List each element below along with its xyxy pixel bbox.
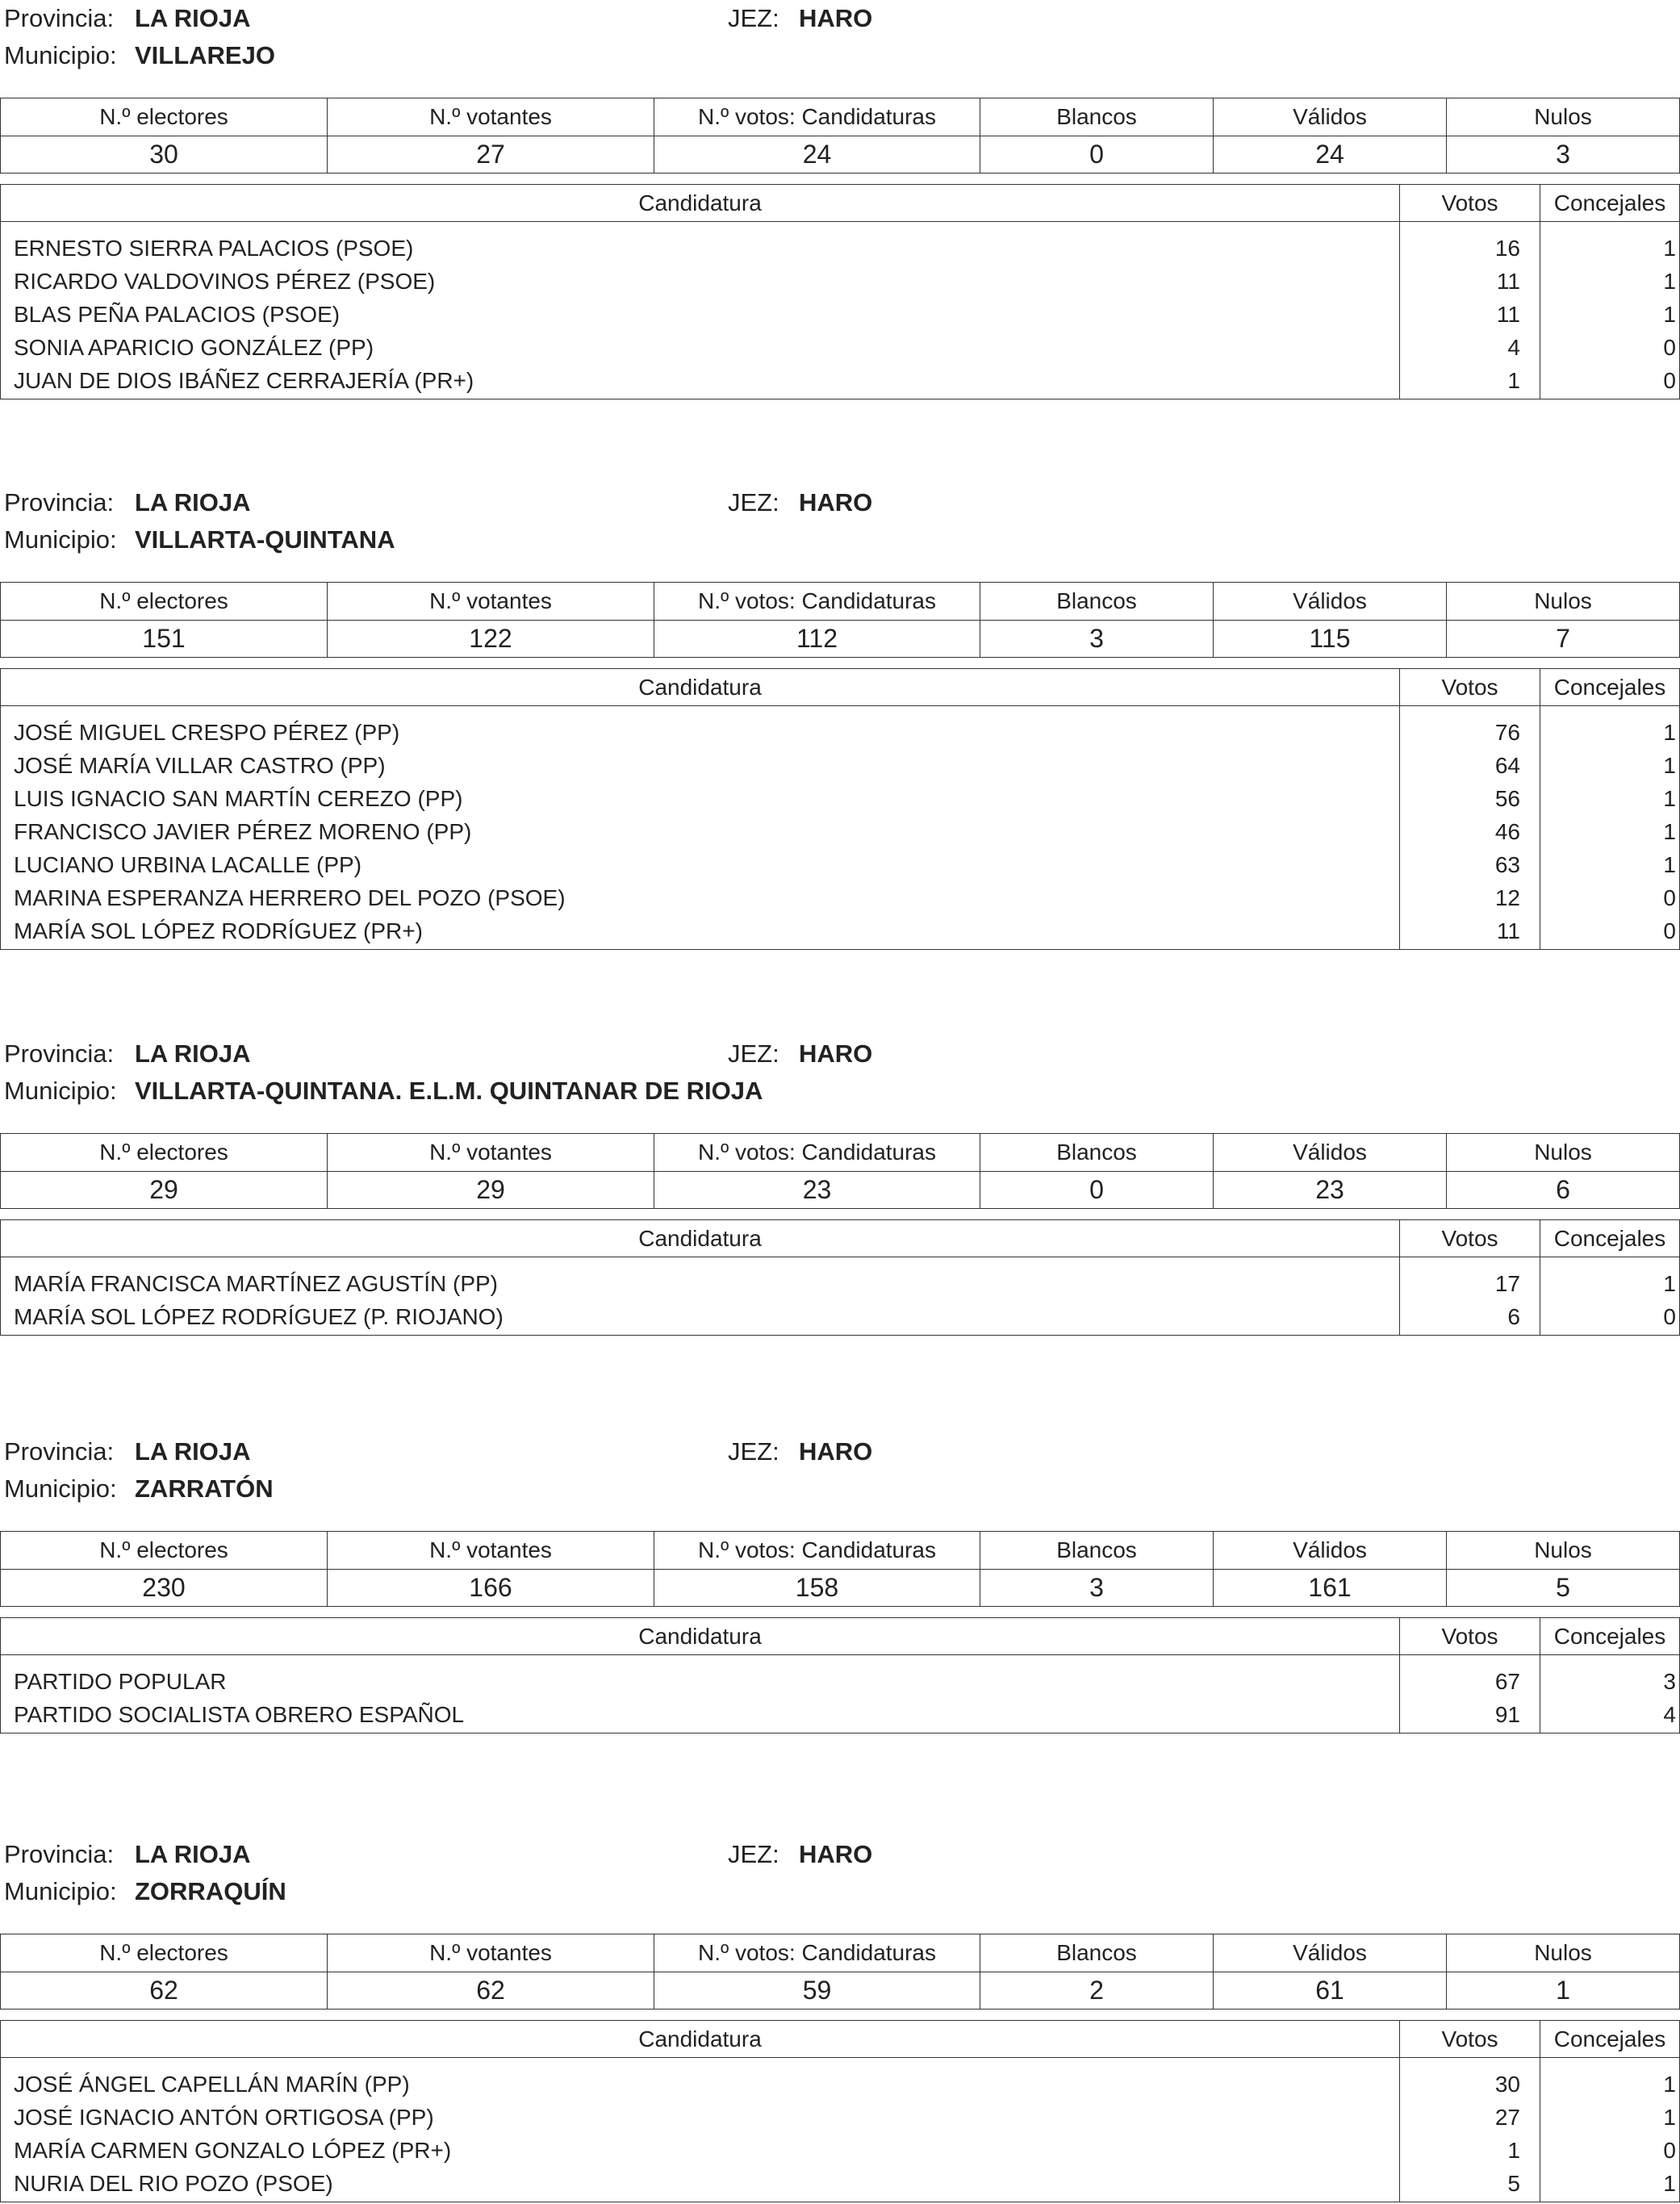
candidate-votos: 56 [1400,782,1540,815]
summary-value-cell: 161 [1214,1569,1447,1607]
table-row [1,782,1680,815]
summary-header-cell: N.º electores [1,1532,328,1570]
municipio-label: Municipio: [4,525,117,554]
provincia-row [0,484,1680,521]
jez-value: HARO [799,1039,873,1068]
table-row [1,1257,1680,1301]
summary-header-row [1,1934,1680,1972]
candidate-concejales: 0 [1540,2134,1680,2167]
jez-label: JEZ: [728,1437,779,1466]
provincia-value: LA RIOJA [135,488,251,516]
summary-header-cell: N.º votantes [328,1532,654,1570]
summary-header-cell: Nulos [1447,583,1680,621]
summary-value-cell: 27 [328,136,654,174]
candidate-votos: 16 [1400,222,1540,266]
summary-header-cell: Válidos [1214,98,1447,136]
table-row [1,1300,1680,1336]
table-row [1,706,1680,750]
candidate-name: LUIS IGNACIO SAN MARTÍN CEREZO (PP) [1,782,1400,815]
candidate-votos: 17 [1400,1257,1540,1301]
municipio-row [0,1873,1680,1910]
candidate-votos: 67 [1400,1655,1540,1699]
summary-header-cell: Blancos [980,98,1214,136]
candidate-votos: 1 [1400,2134,1540,2167]
provincia-label: Provincia: [4,1840,115,1868]
summary-header-cell: N.º electores [1,98,328,136]
summary-header-cell: Nulos [1447,98,1680,136]
candidate-concejales: 1 [1540,298,1680,331]
summary-header-row [1,98,1680,136]
candidates-table [0,1617,1680,1734]
candidate-name: LUCIANO URBINA LACALLE (PP) [1,848,1400,881]
jez-label: JEZ: [728,1840,779,1868]
provincia-label: Provincia: [4,1437,115,1466]
provincia-value: LA RIOJA [135,4,251,32]
summary-value-cell: 0 [980,136,1214,174]
candidate-concejales: 0 [1540,1300,1680,1336]
jez-label: JEZ: [728,1039,779,1068]
candidates-header-cell: Votos [1400,2021,1540,2058]
table-row [1,265,1680,298]
candidate-name: MARINA ESPERANZA HERRERO DEL POZO (PSOE) [1,881,1400,914]
candidate-concejales: 1 [1540,706,1680,750]
summary-value-cell: 230 [1,1569,328,1607]
candidate-concejales: 0 [1540,331,1680,364]
summary-value-cell: 2 [980,1972,1214,2010]
summary-value-cell: 158 [654,1569,980,1607]
summary-value-row [1,1569,1680,1607]
municipio-row [0,1073,1680,1110]
candidate-concejales: 1 [1540,815,1680,848]
candidates-header-cell: Concejales [1540,185,1680,222]
candidates-header-cell: Concejales [1540,1220,1680,1257]
jez-value: HARO [799,1437,873,1466]
table-row [1,749,1680,782]
summary-header-cell: N.º votos: Candidaturas [654,1134,980,1172]
candidate-concejales: 1 [1540,848,1680,881]
summary-header-cell: N.º votantes [328,1134,654,1172]
summary-header-cell: N.º votos: Candidaturas [654,98,980,136]
municipio-label: Municipio: [4,41,117,69]
candidates-header-cell: Concejales [1540,669,1680,706]
candidates-header-cell: Concejales [1540,2021,1680,2058]
municipio-row [0,1470,1680,1508]
candidates-header-cell: Candidatura [1,185,1400,222]
candidate-votos: 46 [1400,815,1540,848]
candidates-header-row [1,2021,1680,2058]
summary-value-cell: 59 [654,1972,980,2010]
summary-table [0,582,1680,658]
candidate-votos: 1 [1400,364,1540,399]
summary-header-cell: N.º electores [1,1134,328,1172]
candidates-header-cell: Concejales [1540,1618,1680,1655]
candidate-votos: 64 [1400,749,1540,782]
candidate-name: MARÍA FRANCISCA MARTÍNEZ AGUSTÍN (PP) [1,1257,1400,1301]
summary-header-cell: N.º votos: Candidaturas [654,1532,980,1570]
candidate-votos: 11 [1400,265,1540,298]
candidate-votos: 76 [1400,706,1540,750]
summary-table [0,1934,1680,2010]
summary-value-cell: 24 [654,136,980,174]
provincia-row [0,0,1680,37]
candidate-votos: 91 [1400,1698,1540,1734]
candidate-votos: 27 [1400,2101,1540,2134]
candidate-concejales: 1 [1540,782,1680,815]
candidates-table [0,2020,1680,2202]
summary-header-cell: N.º votantes [328,98,654,136]
candidate-votos: 63 [1400,848,1540,881]
summary-header-cell: N.º votos: Candidaturas [654,583,980,621]
summary-value-cell: 29 [1,1171,328,1209]
summary-value-cell: 166 [328,1569,654,1607]
candidate-concejales: 0 [1540,364,1680,399]
provincia-value: LA RIOJA [135,1840,251,1868]
candidates-header-cell: Candidatura [1,1220,1400,1257]
summary-header-cell: Válidos [1214,1934,1447,1972]
candidates-header-cell: Votos [1400,185,1540,222]
table-row [1,2058,1680,2102]
candidate-votos: 30 [1400,2058,1540,2102]
table-row [1,1655,1680,1699]
municipio-label: Municipio: [4,1474,117,1503]
candidate-name: JUAN DE DIOS IBÁÑEZ CERRAJERÍA (PR+) [1,364,1400,399]
summary-value-row [1,620,1680,658]
summary-value-cell: 6 [1447,1171,1680,1209]
jez-label: JEZ: [728,4,779,32]
candidate-votos: 5 [1400,2167,1540,2202]
candidates-header-cell: Votos [1400,669,1540,706]
summary-header-cell: Válidos [1214,1134,1447,1172]
provincia-label: Provincia: [4,488,115,516]
candidates-table [0,1219,1680,1336]
table-row [1,914,1680,950]
candidate-name: JOSÉ IGNACIO ANTÓN ORTIGOSA (PP) [1,2101,1400,2134]
table-row [1,881,1680,914]
summary-value-cell: 115 [1214,620,1447,658]
candidate-name: PARTIDO SOCIALISTA OBRERO ESPAÑOL [1,1698,1400,1734]
candidates-header-cell: Candidatura [1,669,1400,706]
summary-value-cell: 5 [1447,1569,1680,1607]
summary-value-cell: 7 [1447,620,1680,658]
municipio-label: Municipio: [4,1077,117,1105]
candidate-name: SONIA APARICIO GONZÁLEZ (PP) [1,331,1400,364]
municipio-value: VILLARTA-QUINTANA. E.L.M. QUINTANAR DE RIOJA [135,1077,763,1105]
table-row [1,222,1680,266]
table-row [1,2134,1680,2167]
summary-value-row [1,136,1680,174]
candidates-header-row [1,1618,1680,1655]
candidate-concejales: 1 [1540,265,1680,298]
summary-header-cell: Válidos [1214,1532,1447,1570]
summary-value-cell: 23 [1214,1171,1447,1209]
summary-header-cell: N.º votantes [328,1934,654,1972]
candidate-name: NURIA DEL RIO POZO (PSOE) [1,2167,1400,2202]
jez-value: HARO [799,1840,873,1868]
candidate-name: ERNESTO SIERRA PALACIOS (PSOE) [1,222,1400,266]
summary-header-cell: Blancos [980,1532,1214,1570]
provincia-value: LA RIOJA [135,1437,251,1466]
summary-value-cell: 0 [980,1171,1214,1209]
candidate-name: RICARDO VALDOVINOS PÉREZ (PSOE) [1,265,1400,298]
candidate-concejales: 0 [1540,881,1680,914]
candidate-name: FRANCISCO JAVIER PÉREZ MORENO (PP) [1,815,1400,848]
table-row [1,364,1680,399]
candidate-votos: 4 [1400,331,1540,364]
candidate-name: JOSÉ MIGUEL CRESPO PÉREZ (PP) [1,706,1400,750]
summary-value-cell: 61 [1214,1972,1447,2010]
candidate-concejales: 1 [1540,222,1680,266]
summary-value-cell: 23 [654,1171,980,1209]
summary-table [0,1133,1680,1209]
summary-value-cell: 24 [1214,136,1447,174]
summary-header-cell: N.º votantes [328,583,654,621]
summary-header-cell: N.º electores [1,583,328,621]
summary-value-cell: 62 [328,1972,654,2010]
table-row [1,331,1680,364]
candidate-name: MARÍA CARMEN GONZALO LÓPEZ (PR+) [1,2134,1400,2167]
candidates-header-row [1,1220,1680,1257]
municipio-label: Municipio: [4,1877,117,1905]
summary-value-cell: 29 [328,1171,654,1209]
candidates-header-row [1,185,1680,222]
table-row [1,298,1680,331]
candidate-votos: 11 [1400,298,1540,331]
provincia-value: LA RIOJA [135,1039,251,1068]
candidate-concejales: 1 [1540,2101,1680,2134]
summary-table [0,1531,1680,1607]
summary-header-cell: Blancos [980,1934,1214,1972]
summary-header-cell: N.º electores [1,1934,328,1972]
table-row [1,2101,1680,2134]
candidate-concejales: 0 [1540,914,1680,950]
candidate-name: PARTIDO POPULAR [1,1655,1400,1699]
candidate-votos: 11 [1400,914,1540,950]
candidate-concejales: 1 [1540,1257,1680,1301]
table-row [1,815,1680,848]
summary-value-cell: 112 [654,620,980,658]
candidate-votos: 12 [1400,881,1540,914]
candidate-name: JOSÉ ÁNGEL CAPELLÁN MARÍN (PP) [1,2058,1400,2102]
summary-header-cell: N.º votos: Candidaturas [654,1934,980,1972]
candidates-table [0,668,1680,950]
provincia-row [0,1433,1680,1470]
provincia-row [0,1035,1680,1073]
candidates-header-row [1,669,1680,706]
candidate-name: JOSÉ MARÍA VILLAR CASTRO (PP) [1,749,1400,782]
candidate-concejales: 1 [1540,2167,1680,2202]
municipio-row [0,37,1680,74]
candidate-name: BLAS PEÑA PALACIOS (PSOE) [1,298,1400,331]
summary-header-cell: Blancos [980,583,1214,621]
provincia-row [0,1836,1680,1873]
candidate-votos: 6 [1400,1300,1540,1336]
summary-value-cell: 30 [1,136,328,174]
summary-value-cell: 3 [1447,136,1680,174]
candidates-table [0,184,1680,399]
summary-header-row [1,583,1680,621]
summary-header-cell: Blancos [980,1134,1214,1172]
candidate-concejales: 3 [1540,1655,1680,1699]
table-row [1,1698,1680,1734]
summary-header-row [1,1134,1680,1172]
table-row [1,2167,1680,2202]
summary-value-cell: 3 [980,1569,1214,1607]
jez-label: JEZ: [728,488,779,516]
candidate-name: MARÍA SOL LÓPEZ RODRÍGUEZ (PR+) [1,914,1400,950]
summary-header-cell: Nulos [1447,1934,1680,1972]
candidates-header-cell: Candidatura [1,1618,1400,1655]
table-row [1,848,1680,881]
summary-value-cell: 1 [1447,1972,1680,2010]
summary-value-cell: 3 [980,620,1214,658]
summary-value-cell: 62 [1,1972,328,2010]
jez-value: HARO [799,488,873,516]
summary-value-row [1,1972,1680,2010]
summary-header-cell: Válidos [1214,583,1447,621]
municipio-value: ZARRATÓN [135,1474,274,1503]
candidates-header-cell: Votos [1400,1220,1540,1257]
provincia-label: Provincia: [4,1039,115,1068]
municipio-value: VILLARTA-QUINTANA [135,525,395,554]
candidates-header-cell: Votos [1400,1618,1540,1655]
summary-value-cell: 151 [1,620,328,658]
summary-value-row [1,1171,1680,1209]
candidate-concejales: 1 [1540,2058,1680,2102]
candidates-header-cell: Candidatura [1,2021,1400,2058]
summary-value-cell: 122 [328,620,654,658]
jez-value: HARO [799,4,873,32]
summary-header-row [1,1532,1680,1570]
summary-table [0,98,1680,174]
candidate-concejales: 1 [1540,749,1680,782]
municipio-row [0,521,1680,558]
candidate-concejales: 4 [1540,1698,1680,1734]
municipio-value: VILLAREJO [135,41,275,69]
candidate-name: MARÍA SOL LÓPEZ RODRÍGUEZ (P. RIOJANO) [1,1300,1400,1336]
summary-header-cell: Nulos [1447,1532,1680,1570]
provincia-label: Provincia: [4,4,115,32]
summary-header-cell: Nulos [1447,1134,1680,1172]
municipio-value: ZORRAQUÍN [135,1877,286,1905]
